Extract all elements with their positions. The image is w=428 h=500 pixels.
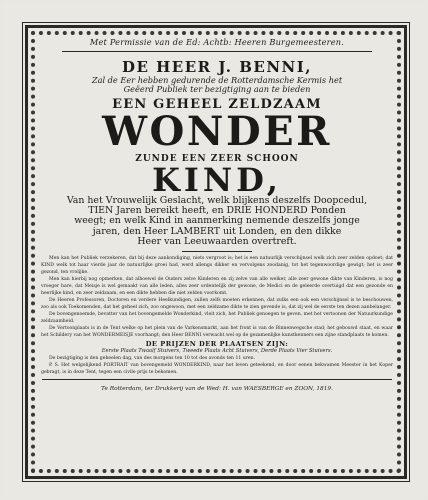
divider	[182, 251, 252, 252]
description-line-2: TIEN Jaren bereikt heeft, en DRIE HONDERD Ponden	[88, 205, 346, 216]
body-paragraph: De Heeren Professoren, Doctoren en verdere Heelkundigen, zullen zelfs moeten erkennen, dat zulks een ook een verschijnsel is te beschouwen, zoo als ook Toekomenden, dat het geheel zich, zoo ongewoon, met een zeldzame dikte te zien gevende is, dat zij wel de eerste ten dezen aanbelanger.	[41, 297, 393, 310]
body-paragraph: Men kan hierbij nog opmerken, dat alhoewel de Ouders zelve Kinderen en zij zelve van alle welker, alle zeer gewone dikte van Kinderen, is nog vroeger hare, dat Meisje is wel gemaakt van alle leden, alles zeer ordentelijk der gewone, de Medici en de geleerde overtuigd dat een gezonde en heerlijke kind, en zeer zeldzaam, en een dikte hebben die niet zelden voorkomt.	[41, 276, 393, 296]
headline-geheel: EEN GEHEEL ZELDZAAM	[112, 96, 322, 112]
body-paragraph: De bovengenoemde, bevatter van het bovengemelde Wonderkind, vleit zich, het Publiek genoegen te geven, met het vertoonen der Natuurkundige zeldzaamheid.	[41, 311, 393, 324]
body-paragraph: De Vertoonplaats is in de Tent welke op het plein van de Varkensmarkt, aan het front is van de Binnenwegsche stad; het gebouwd staat, en waar het Schildery van het WONDERMEISJE voorhangt; den Heer BENNI verwacht wel op de gezamenlijke kunstkenners een zijne standplaats te komen.	[41, 325, 393, 338]
closing-text	[41, 355, 393, 376]
headline-wonder: WONDER	[102, 107, 332, 155]
description-line-5: Heer van Leeuwaarden overtreft.	[137, 236, 297, 248]
prize-line: Eerste Plaats Twaalf Stuivers, Tweede Plaats Acht Stuivers, Derde Plaats Vier Stuivers.	[101, 347, 333, 354]
headline-kind: KIND,	[152, 160, 282, 199]
poster-sheet	[3, 3, 425, 497]
intro-line-2: Geëerd Publiek ter bezigtiging aan te bieden	[123, 84, 311, 95]
body-paragraph: Men kan het Publiek verzekeren, dat bij deze aankondiging, niets vergroot is; het is een natuurlijk verschijnsel welk zich zeer zelden opdoet; dat KIND welk tot haar vierde jaar de natuurlijke groei had, werd allengs dikker en vervolgens zoodanig, tot het tegenwoordige gewigt; het is zeer gezond, ten vrolijke.	[41, 255, 393, 275]
intro-line-1: Zal de Eer hebben gedurende de Rotterdamsche Kermis het	[91, 75, 343, 85]
closing-paragraph: De bezigtiging is den geheelen dag, van des morgens ten 10 tot des avonds ten 11 uren.	[49, 355, 256, 361]
description-line-4: jaren, den Heer LAMBERT uit Londen, en den dikke	[92, 225, 342, 237]
permission-line: Met Permissie van de Ed: Achtb: Heeren Burgemeesteren.	[89, 37, 345, 47]
description-line-3: weegt; en welk Kind in aanmerking nemende deszelfs jonge	[74, 215, 360, 227]
description-line-1: Van het Vrouwelijk Geslacht, welk blijkens deszelfs Doopcedul,	[66, 194, 368, 206]
printer-imprint: Te Rotterdam, ter Drukkerij van de Wed: H. van WAESBERGE en ZOON, 1819.	[101, 385, 333, 392]
body-text	[41, 255, 393, 339]
headline-zunde: ZUNDE EEN ZEER SCHOON	[135, 153, 299, 164]
poster-content	[39, 37, 395, 392]
divider	[62, 51, 372, 52]
presenter-name: DE HEER J. BENNI,	[121, 58, 313, 76]
closing-paragraph: P. S. Het welgelijkend PORTRAIT van bovengemeld WONDERKIND, naar het leven geteekend, en door eenen bekwamen Meester in het Koper gebragt, is in deze Tent, tegen een civile prijs te bekomen.	[41, 362, 393, 375]
divider	[42, 379, 392, 380]
prize-heading: DE PRIJZEN DER PLAATSEN ZIJN:	[145, 339, 289, 348]
